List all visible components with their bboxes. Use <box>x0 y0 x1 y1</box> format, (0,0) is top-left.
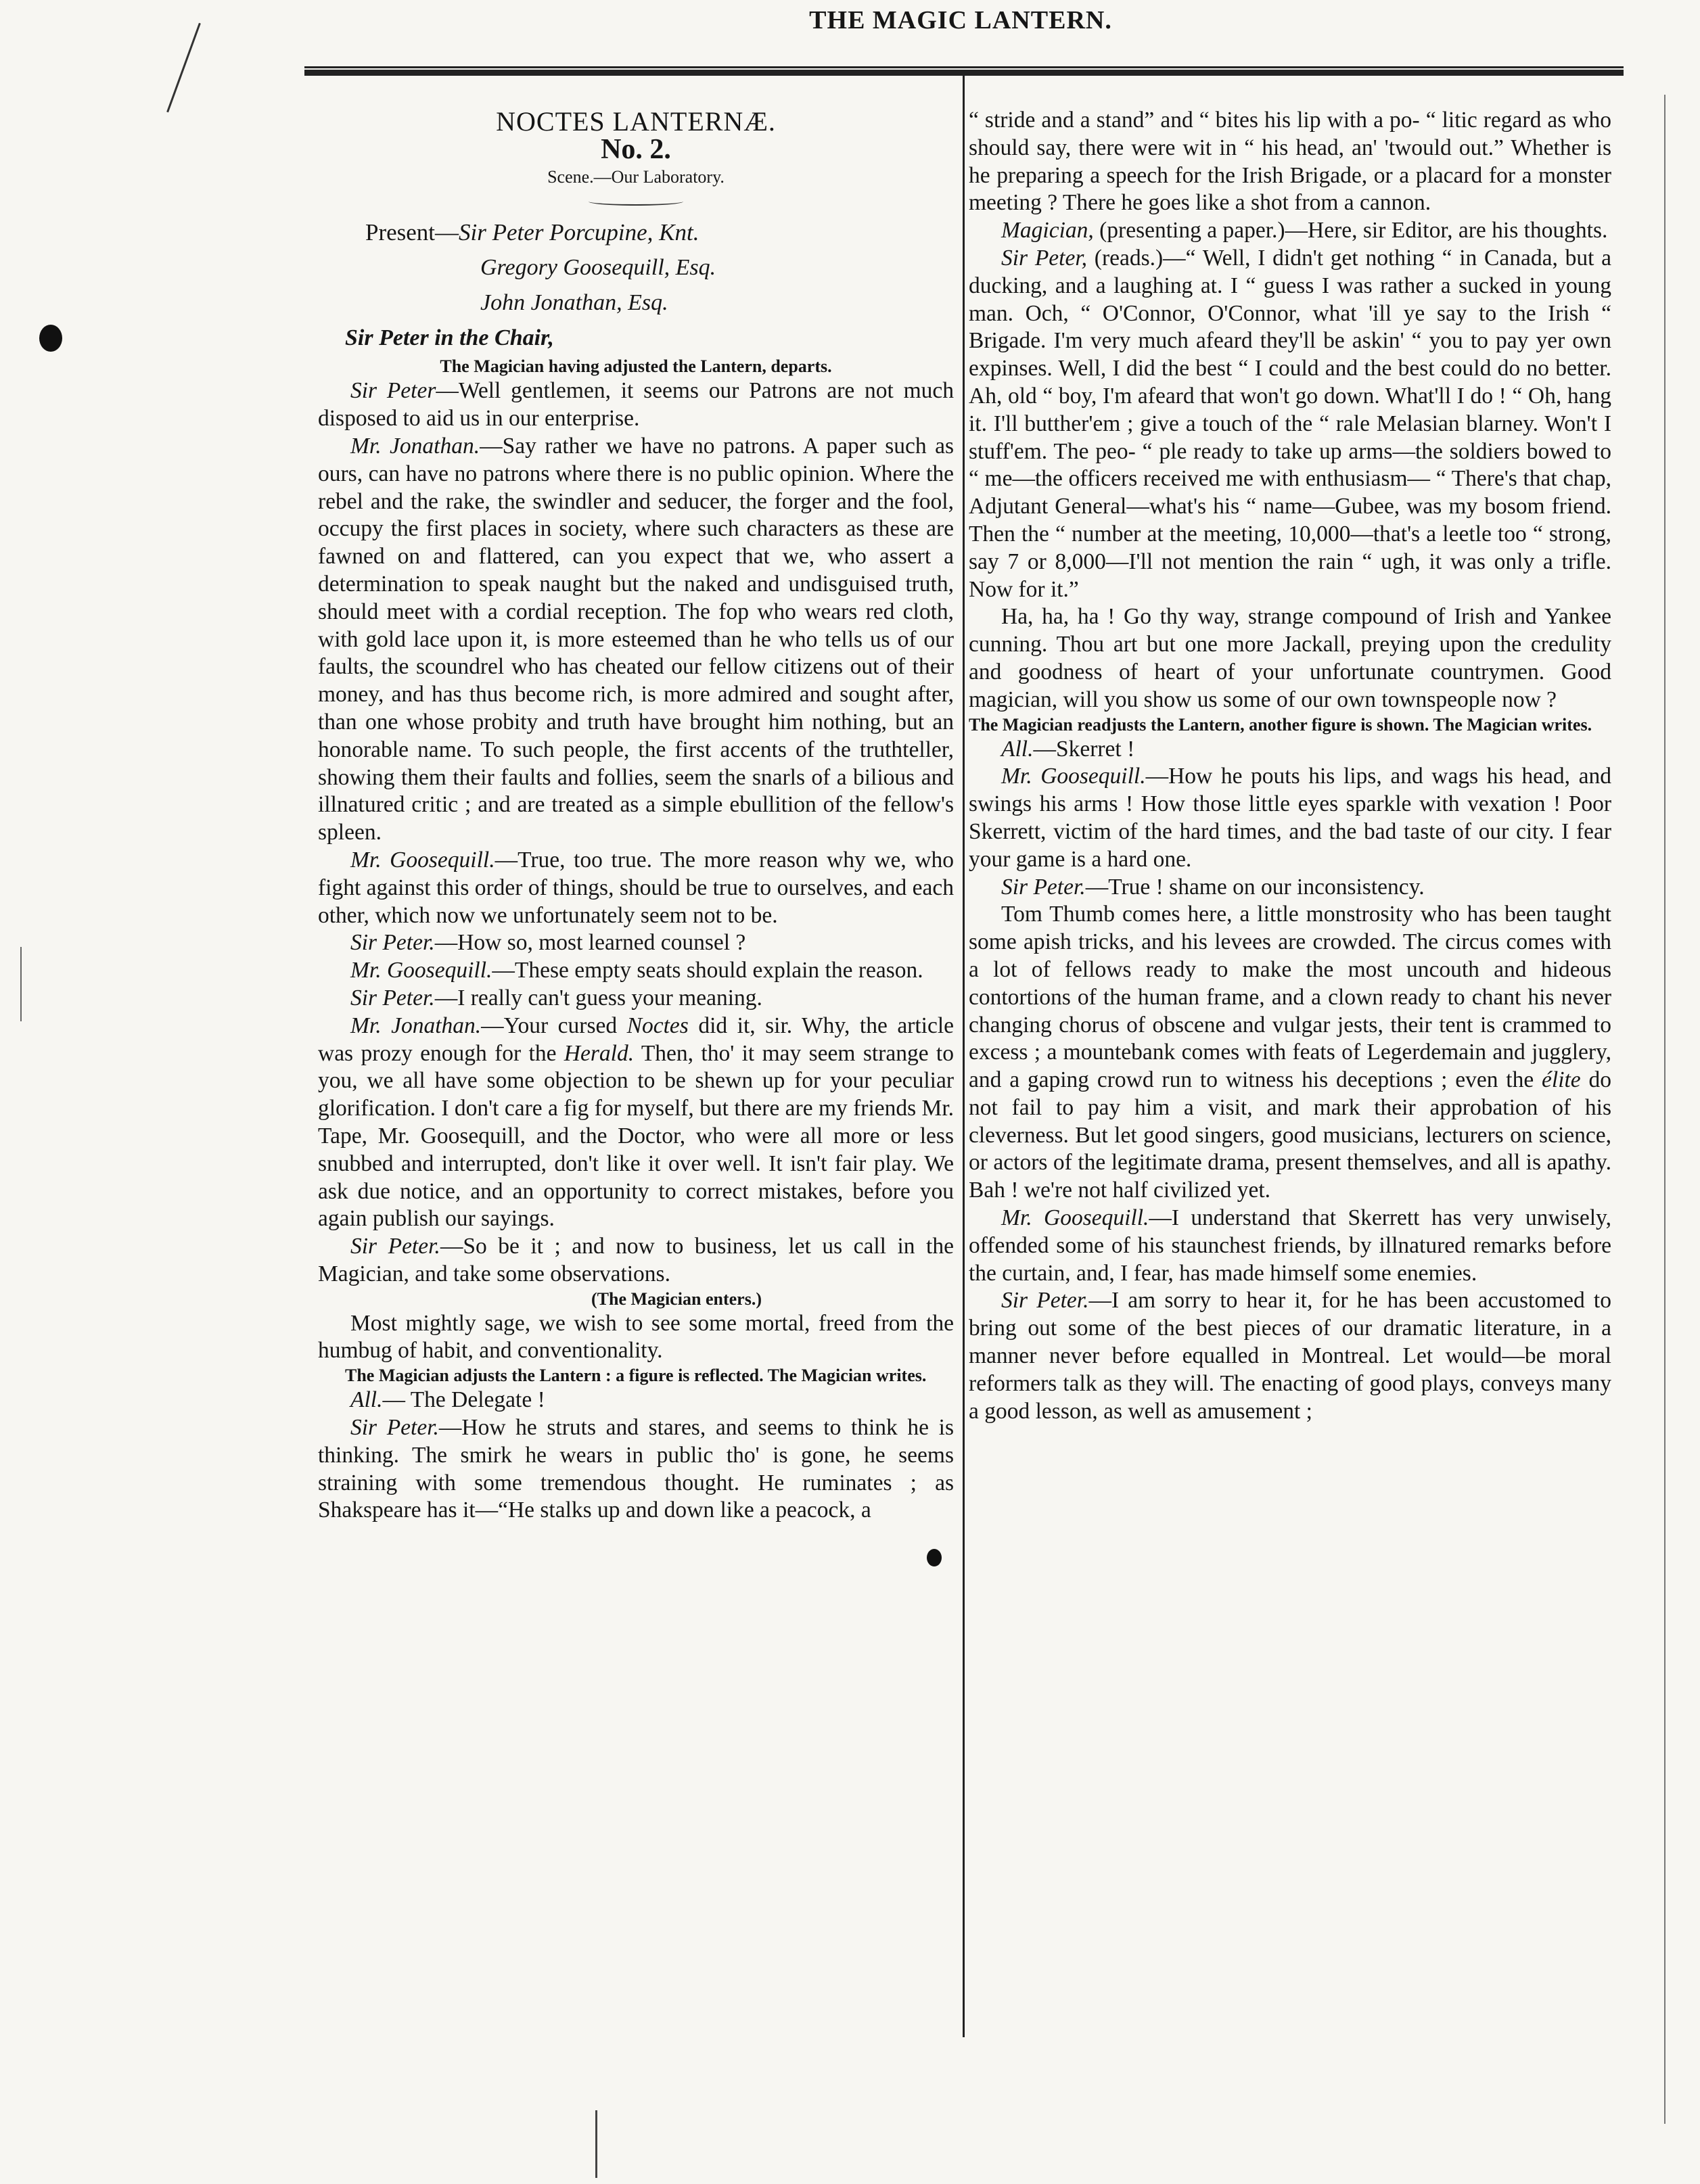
speaker: Mr. Jonathan. <box>350 1013 482 1038</box>
dialogue-paragraph <box>318 957 954 985</box>
scene-line: Scene.—Our Laboratory. <box>547 166 725 187</box>
column-divider <box>963 76 965 2037</box>
speech: — The Delegate ! <box>382 1387 545 1413</box>
ink-blot <box>39 325 62 352</box>
ornament-rule <box>589 198 683 206</box>
stage-direction-1: The Magician having adjusted the Lantern, departs. <box>440 356 832 377</box>
speech: —True ! shame on our inconsistency. <box>1085 874 1425 900</box>
speech: Tom Thumb comes here, a little monstrosity who has been taught some apish tricks, and his levees are crowded. The circus comes with a lot of fellows ready to make the most uncouth and hideous contortions of the human frame, and a clown ready to chant his never changing chorus of obscene and vulgar jests, their tent is crammed to excess ; a mountebank comes with feats of Legerdemain and jugglery, and a gaping crowd run to witness his deceptions ; even the <box>969 902 1611 1093</box>
speech: —Say rather we have no patrons. A paper such as ours, can have no patrons where there is no public opinion. Where the rebel and the rake, the swindler and seducer, the forger and the fool, occupy the first places in society, where such characters as these are fawned on and flattered, can you expect that we, who assert a determination to speak naught but the naked and undisguised truth, should meet with a cordial reception. The fop who wears red cloth, with gold lace upon it, is more esteemed than he who tells us of our faults, the scoundrel who has cheated our fellow citizens out of their money, and has thus become rich, is more admired and sought after, than one whose probity and truth have brought him nothing, but an honorable name. To such people, the first accents of the truthteller, showing them their faults and follies, seem the snarls of a bilious and illnatured critic ; and are treated as a simple ebullition of the fellow's spleen. <box>318 433 954 845</box>
speaker: Mr. Goosequill. <box>1001 764 1146 789</box>
speech: —These empty seats should explain the reason. <box>492 958 923 983</box>
present-line <box>318 215 954 250</box>
left-column <box>318 108 954 1525</box>
dialogue-paragraph <box>969 763 1611 873</box>
dialogue-paragraph: Most mightly sage, we wish to see some mortal, freed from the humbug of habit, and conventionality. <box>318 1310 954 1364</box>
header-rule <box>304 66 1624 76</box>
dialogue-paragraph <box>318 1013 954 1233</box>
speaker: Sir Peter. <box>350 985 435 1010</box>
speech: Then, tho' it may seem strange to you, we all have some objection to be shewn up for your peculiar glorification. I don't care a fig for myself, but there are my friends Mr. Tape, Mr. Goosequill, and the Doctor, who were all more or less snubbed and interrupted, don't like it over well. It isn't fair play. We ask due notice, and an opportunity to correct mistakes, before you again publish our sayings. <box>318 1040 954 1232</box>
speech: —So be it ; and now to business, let us call in the Magician, and take some observations. <box>318 1234 954 1286</box>
speaker: All. <box>350 1387 383 1413</box>
speech: (presenting a paper.)—Here, sir Editor, are his thoughts. <box>1093 218 1608 243</box>
chair-line: Sir Peter in the Chair, <box>345 325 554 351</box>
stage-direction-2: (The Magician enters.) <box>591 1288 762 1309</box>
speech: —Well gentlemen, it seems our Patrons are not much disposed to aid us in our enterprise. <box>318 378 955 432</box>
speaker: Sir Peter. <box>350 930 435 956</box>
scan-edge-line <box>1664 95 1665 2124</box>
speaker: Sir Peter. <box>1001 1288 1089 1314</box>
speaker: Mr. Jonathan. <box>350 433 480 459</box>
scan-streak <box>20 947 22 1021</box>
dialogue-paragraph <box>318 377 954 433</box>
speech: —How he struts and stares, and seems to think he is thinking. The smirk he wears in public tho' is gone, he seems straining with some tremendous thought. He ruminates ; as Shakspeare has it—“He stalks up and down like a peacock, a <box>318 1415 954 1523</box>
dialogue-paragraph <box>969 245 1611 603</box>
article-number: No. 2. <box>601 133 671 165</box>
speaker: Mr. Goosequill. <box>1001 1205 1149 1231</box>
scan-streak <box>166 23 201 113</box>
present-jonathan: John Jonathan, Esq. <box>480 290 668 316</box>
dialogue-paragraph: Ha, ha, ha ! Go thy way, strange compound of Irish and Yankee cunning. Thou art but one more Jackall, preying upon the credulity and goodness of heart of your unfortunate countrymen. Good magician, will you show us some of our own townspeople now ? <box>969 604 1611 712</box>
speech: —How so, most learned counsel ? <box>434 930 746 956</box>
noctes-word: Noctes <box>626 1013 689 1038</box>
speech: —I am sorry to hear it, for he has been accustomed to bring out some of the best pieces of our dramatic literature, in a manner never before equalled in Montreal. Let would—be moral reformers talk as they will. The enacting of good plays, conveys many a good lesson, as well as amusement ; <box>969 1288 1611 1424</box>
speaker: Sir Peter. <box>1001 874 1086 900</box>
speech: —True, too true. The more reason why we, who fight against this order of things, should be true to ourselves, and each other, which now we unfortunately seem not to be. <box>318 847 955 928</box>
dialogue-paragraph <box>318 433 954 847</box>
speech: —I really can't guess your meaning. <box>434 985 762 1010</box>
dialogue-paragraph <box>969 1205 1611 1287</box>
right-column <box>969 107 1611 1425</box>
speech: —I understand that Skerrett has very unwisely, offended some of his staunchest friends, by illnatured remarks before the curtain, and, I fear, has made himself some enemies. <box>969 1205 1611 1286</box>
speaker: Mr. Goosequill. <box>350 847 495 873</box>
speech: (reads.)—“ Well, I didn't get nothing “ in Canada, but a ducking, and a laughing at. I “ guess I was rather a sucked in young man. Och, “ O'Connor, O'Connor, what 'ill ye say to the Irish “ Brigade. I'm very much afeard they'll be askin' “ you to pay yer own expinses. Well, I did the best “ I could and the best could do no better. Ah, old “ boy, I'm afeard that won't go down. What'll I do ! “ Oh, hang it. I'll butther'em ; give a touch of the “ rale Melasian blarney. Won't I stuff'em. The peo- “ ple ready to take up arms—the soldiers bowed to “ me—the officers received me with enthusiasm— “ There's that chap, Adjutant General—what's his “ name—Gubee, was my bosom friend. Then the “ number at the meeting, 10,000—that's a leetle too “ strong, say 7 or 8,000—I'll not mention the rain “ ugh, it was only a trifle. Now for it.” <box>969 245 1611 602</box>
stage-direction-3: The Magician adjusts the Lantern : a figure is reflected. The Magician writes. <box>345 1366 927 1386</box>
speech: —Skerret ! <box>1033 736 1135 762</box>
dialogue-paragraph <box>969 736 1611 764</box>
elite-word: élite <box>1542 1067 1581 1093</box>
dialogue-paragraph <box>318 1233 954 1288</box>
ink-blot <box>927 1549 942 1566</box>
present-goosequill: Gregory Goosequill, Esq. <box>480 255 716 281</box>
speaker: Sir Peter. <box>350 1234 440 1259</box>
dialogue-paragraph <box>969 1287 1611 1425</box>
dialogue-paragraph <box>969 874 1611 902</box>
dialogue-paragraph <box>969 901 1611 1205</box>
stage-direction-4: The Magician readjusts the Lantern, another figure is shown. The Magician writes. <box>969 714 1592 735</box>
present-label: Present— <box>365 219 459 246</box>
quoted-passage: “ stride and a stand” and “ bites his lip with a po- “ litic regard as who should say, there were wit in “ his head, an' 'twould out.” Whether is he preparing a speech for the Irish Brigade, or a placard for a monster meeting ? There he goes like a shot from a cannon. <box>969 108 1611 216</box>
article-title: NOCTES LANTERNÆ. <box>496 106 776 137</box>
masthead: THE MAGIC LANTERN. <box>809 6 1112 34</box>
speaker: Magician, <box>1001 218 1094 243</box>
speech: did it, sir. Why, the article was prozy enough for the <box>318 1013 955 1066</box>
dialogue-paragraph <box>969 217 1611 245</box>
speaker: Sir Peter, <box>1001 245 1088 271</box>
speaker: Sir Peter <box>350 378 436 404</box>
dialogue-paragraph <box>318 929 954 957</box>
speech: —Your cursed <box>481 1013 627 1038</box>
speech: do not fail to pay him a visit, and mark their approbation of his cleverness. But let good singers, good musicians, lecturers on science, or actors of the legitimate drama, present themselves, and all is apathy. Bah ! we're not half civilized yet. <box>969 1067 1612 1203</box>
dialogue-paragraph <box>318 1387 954 1414</box>
scan-streak <box>595 2110 597 2178</box>
dialogue-paragraph <box>318 1414 954 1525</box>
herald-word: Herald. <box>564 1040 635 1066</box>
dialogue-paragraph <box>318 847 954 929</box>
speaker: All. <box>1001 736 1034 762</box>
present-sir-peter: Sir Peter Porcupine, Knt. <box>459 219 699 246</box>
speaker: Mr. Goosequill. <box>350 958 492 983</box>
dialogue-paragraph <box>318 985 954 1013</box>
speech: —How he pouts his lips, and wags his head, and swings his arms ! How those little eyes sparkle with vexation ! Poor Skerrett, victim of the hard times, and the bad taste of our city. I fear your game is a hard one. <box>969 764 1612 872</box>
speaker: Sir Peter. <box>350 1415 439 1441</box>
